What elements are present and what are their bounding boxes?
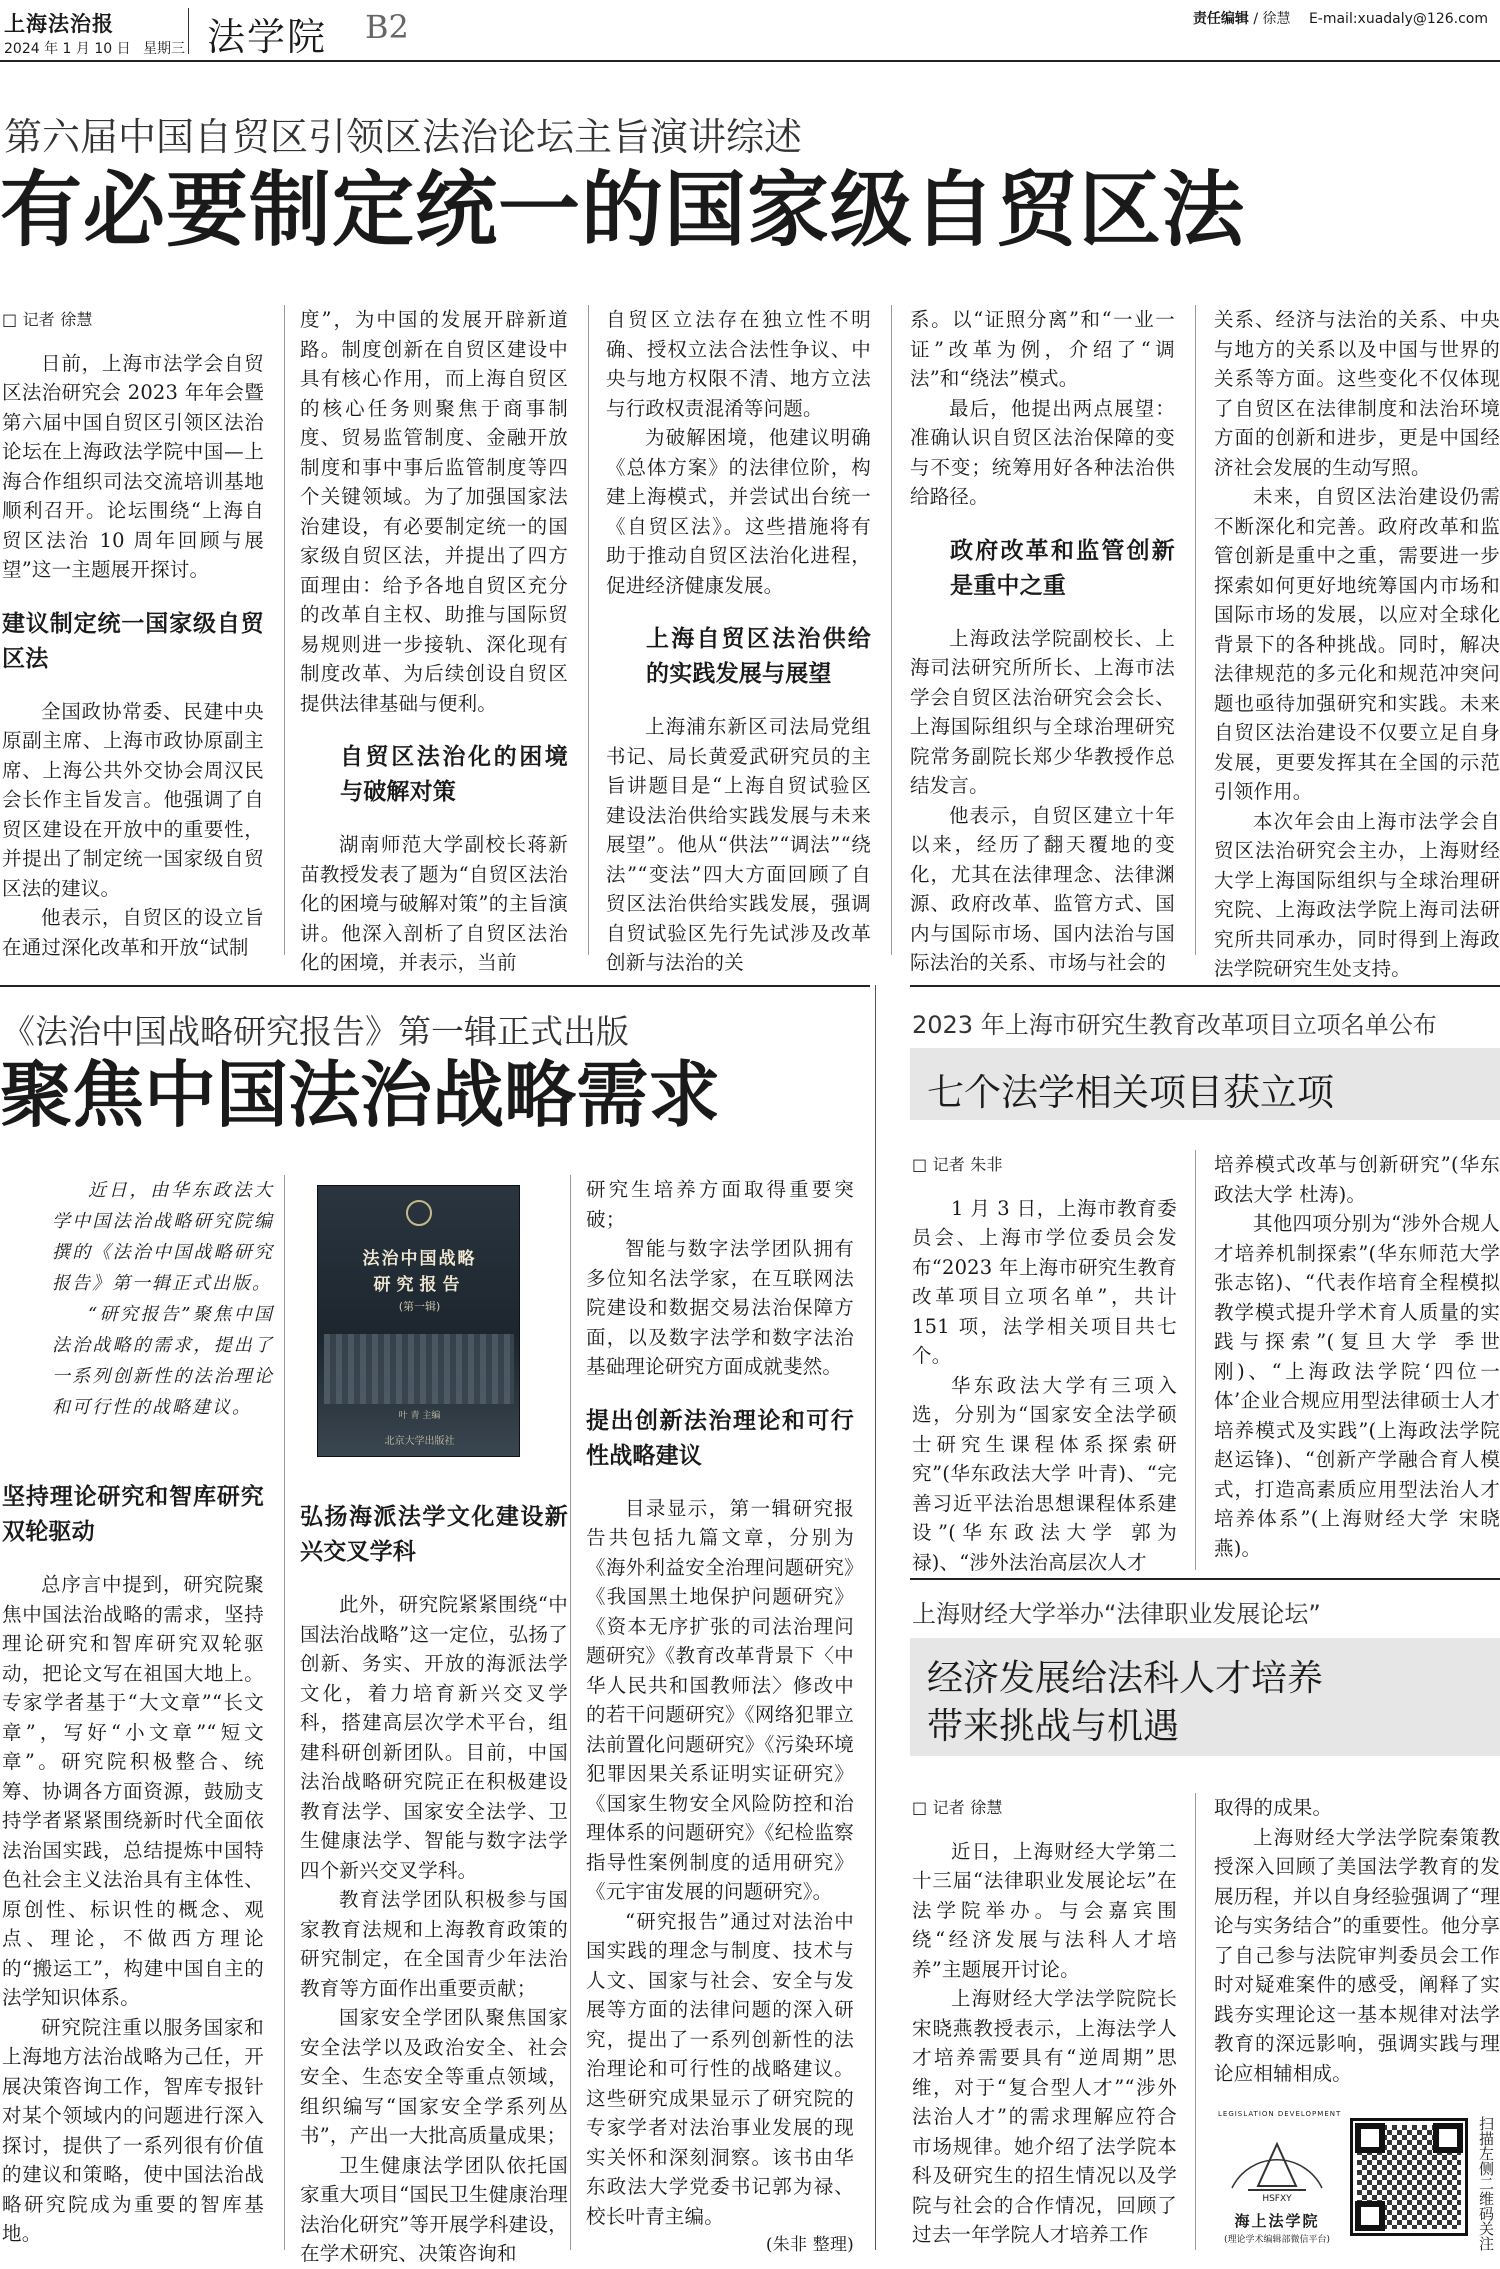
article1-column-1 — [2, 305, 264, 959]
editor-email: E-mail:xuadaly@126.com — [1308, 11, 1488, 27]
section-rule — [910, 1578, 1500, 1580]
column-divider — [1195, 1150, 1196, 1570]
article4-title-line1: 经济发展给法科人才培养 — [927, 1658, 1324, 1699]
article3-column-1 — [912, 1150, 1177, 1574]
masthead-divider — [188, 8, 189, 54]
book-volume: (第一辑) — [398, 1300, 441, 1313]
logo-abbr: HSFXY — [1262, 2194, 1292, 2204]
logo-emblem-icon — [1218, 2108, 1342, 2200]
book-title-line2: 研究报告 — [373, 1275, 466, 1295]
column-divider — [1195, 305, 1196, 955]
paragraph: 上海财经大学法学院秦策教授深入回顾了美国法学教育的发展历程，并以自身经验强调了“理论与实务结合”的重要性。他分享了自己参与法院审判委员会工作时对疑难案件的感受，阐释了实践夯实理论这一基本规律对法学教育的深远影响，强调实践与理论应相辅相成。 — [1214, 1825, 1500, 2085]
compiler-note: (朱非 整理) — [765, 2235, 854, 2255]
article3-column-2 — [1214, 1150, 1500, 1570]
article3-title: 七个法学相关项目获立项 — [927, 1071, 1334, 1114]
weekday-text: 星期三 — [143, 41, 186, 57]
article1-kicker: 第六届中国自贸区引领区法治论坛主旨演讲综述 — [4, 115, 803, 159]
paragraph: 研究生培养方面取得重要突破； — [586, 1178, 854, 1231]
article1-column-2 — [300, 305, 568, 974]
paragraph: 培养模式改革与创新研究”(华东政法大学 杜涛)。 — [1214, 1153, 1500, 1206]
article2-column-a — [2, 1470, 264, 2250]
book-building-image — [324, 1334, 514, 1404]
paragraph: 研究院注重以服务国家和上海地方法治战略为己任，开展决策咨询工作，智库专报针对某个领域内的问题进行深入探讨，提供了一系列很有价值的建议和策略，使中国法治战略研究院成为重要的智库基地。 — [2, 2015, 264, 2245]
paragraph: 上海财经大学法学院院长宋晓燕教授表示，上海法学人才培养需要具有“逆周期”思维，对于“复合型人才”“涉外法治人才”的需求理解应符合市场规律。她介绍了法学院本科及研究生的招生情况以及学院与社会的合作情况，回顾了过去一年学院人才培养工作 — [912, 1987, 1177, 2246]
masthead — [0, 0, 1500, 60]
paragraph: 智能与数字法学团队拥有多位知名法学家，在互联网法院建设和数据交易法治保障方面，以及数字法学和数字法治基础理论研究方面成就斐然。 — [586, 1237, 854, 1378]
article2-kicker: 《法治中国战略研究报告》第一辑正式出版 — [2, 1012, 629, 1051]
section-rule — [0, 985, 870, 987]
paragraph: 湖南师范大学副校长蒋新苗教授发表了题为“自贸区法治化的困境与破解对策”的主旨演讲。他深入剖析了自贸区法治化的困境，并表示，当前 — [300, 833, 568, 974]
column-divider — [1195, 1793, 1196, 2250]
paragraph: 教育法学团队积极参与国家教育法规和上海教育政策的研究制定，在全国青少年法治教育等方面作出重要贡献； — [300, 1888, 568, 2000]
paragraph: 上海浦东新区司法局党组书记、局长黄爱武研究员的主旨讲题目是“上海自贸试验区建设法治供给实践发展与未来展望”。他从“供法”“调法”“绕法”“变法”四大方面回顾了自贸区法治供给实践发展，强调自贸试验区先行先试涉及改革创新与法治的关 — [606, 715, 871, 974]
article4-kicker: 上海财经大学举办“法律职业发展论坛” — [912, 1600, 1321, 1628]
paragraph: 近日，由华东政法大学中国法治战略研究院编撰的《法治中国战略研究报告》第一辑正式出版。 — [52, 1180, 274, 1294]
paragraph: 卫生健康法学团队依托国家重大项目“国民卫生健康治理法治化研究”等开展学科建设，在学术研究、决策咨询和 — [300, 2153, 568, 2265]
article2-column-b — [300, 1490, 568, 2265]
article4-byline: □ 记者 徐慧 — [912, 1798, 1003, 1817]
column-divider — [284, 1175, 285, 2250]
column-divider — [875, 985, 876, 2250]
book-cover — [317, 1185, 520, 1457]
subheading: 上海自贸区法治供给的实践发展与展望 — [646, 626, 871, 687]
paragraph: 其他四项分别为“涉外合规人才培养机制探索”(华东师范大学 张志铭)、“代表作培育全程模拟教学模式提升学术育人质量的实践与探索”(复旦大学 季世刚)、“上海政法学院‘四位一体’企业合规应用型法律硕士人才培养模式及实践”(上海政法学院 赵运锋)、“创新产学融合育人模式，打造高素质应用型法治人才培养体系”(上海财经大学 宋晓燕)。 — [1214, 1212, 1500, 1560]
paragraph: 他表示，自贸区的设立旨在通过深化改革和开放“试制 — [2, 906, 264, 959]
column-divider — [284, 305, 285, 955]
column-divider — [570, 1175, 571, 2250]
qr-code[interactable] — [1350, 2118, 1468, 2236]
paragraph: 未来，自贸区法治建设仍需不断深化和完善。政府改革和监管创新是重中之重，需要进一步探索如何更好地统筹国内市场和国际市场的发展，以应对全球化背景下的各种挑战。同时，解决法律规范的多元化和规范冲突问题也亟待加强研究和实践。未来自贸区法治建设不仅要立足自身发展，更要发挥其在全国的示范引领作用。 — [1214, 485, 1500, 803]
subheading: 政府改革和监管创新是重中之重 — [950, 537, 1175, 599]
paragraph: 此外，研究院紧紧围绕“中国法治战略”这一定位，弘扬了创新、务实、开放的海派法学文化，着力培育新兴交叉学科，搭建高层次学术平台，组建科研创新团队。目前，中国法治战略研究院正在积极建设教育法学、国家安全法学、卫生健康法学、智能与数字法学四个新兴交叉学科。 — [300, 1593, 568, 1882]
paragraph: 自贸区立法存在独立性不明确、授权立法合法性争议、中央与地方权限不清、地方立法与行政权责混淆等问题。 — [606, 308, 871, 420]
masthead-rule — [0, 60, 1500, 62]
article1-column-4 — [910, 305, 1175, 974]
paragraph: 1 月 3 日，上海市教育委员会、上海市学位委员会发布“2023 年上海市研究生教育改革项目立项名单”，共计 151 项，法学相关项目共七个。 — [912, 1196, 1177, 1367]
page-number: B2 — [365, 8, 409, 46]
article1-title: 有必要制定统一的国家级自贸区法 — [0, 162, 1246, 258]
article4-title-line2: 带来挑战与机遇 — [927, 1706, 1180, 1747]
column-divider — [588, 305, 589, 955]
logo-sub: (理论学术编辑部微信平台) — [1223, 2235, 1331, 2245]
paragraph: 系。以“证照分离”和“一业一证”改革为例，介绍了“调法”和“绕法”模式。 — [910, 308, 1175, 390]
paragraph: 关系、经济与法治的关系、中央与地方的关系以及中国与世界的关系等方面。这些变化不仅体现了自贸区在法律制度和法治环境方面的创新和进步，更是中国经济社会发展的生动写照。 — [1214, 308, 1500, 479]
paragraph: “研究报告”聚焦中国法治战略的需求，提出了一系列创新性的法治理论和可行性的战略建议。 — [52, 1304, 274, 1418]
editor-sep: / — [1253, 11, 1259, 27]
subheading: 提出创新法治理论和可行性战略建议 — [586, 1407, 854, 1469]
editor-label: 责任编辑 — [1192, 11, 1249, 27]
article1-byline: □ 记者 徐慧 — [2, 310, 93, 329]
paragraph: 度”，为中国的发展开辟新道路。制度创新在自贸区建设中具有核心作用，而上海自贸区的核心任务则聚焦于商事制度、贸易监管制度、金融开放制度和事中事后监管制度等四个关键领域。为了加强国家法治建设，有必要制定统一的国家级自贸区法，并提出了四方面理由：给予各地自贸区充分的改革自主权、助推与国际贸易规则进一步接轨、深化现有制度改革、为后续创设自贸区提供法律基础与便利。 — [300, 308, 568, 715]
article3-kicker: 2023 年上海市研究生教育改革项目立项名单公布 — [912, 1011, 1437, 1039]
article3-title-box — [910, 1048, 1500, 1120]
subheading: 建议制定统一国家级自贸区法 — [2, 610, 264, 672]
paragraph: 华东政法大学有三项入选，分别为“国家安全法学硕士研究生课程体系探索研究”(华东政法大学 叶青)、“完善习近平法治思想课程体系建设”(华东政法大学 郭为禄)、“涉外法治高层次人才 — [912, 1373, 1177, 1574]
book-emblem-icon — [406, 1200, 432, 1226]
article3-byline: □ 记者 朱非 — [912, 1155, 1003, 1174]
article1-column-3 — [606, 305, 871, 974]
qr-corner — [1433, 2123, 1463, 2153]
logo-arc-text: LEGISLATION DEVELOPMENT — [1218, 2110, 1342, 2118]
qr-corner — [1355, 2123, 1385, 2153]
paragraph: 上海政法学院副校长、上海司法研究所所长、上海市法学会自贸区法治研究会会长、上海国际组织与全球治理研究院常务副院长郑少华教授作总结发言。 — [910, 626, 1175, 797]
article2-lead — [52, 1175, 274, 1465]
subheading: 坚持理论研究和智库研究双轮驱动 — [2, 1484, 264, 1545]
subheading: 自贸区法治化的困境与破解对策 — [340, 744, 568, 805]
editor-info — [1193, 8, 1488, 28]
section-rule — [910, 985, 1500, 987]
paragraph: 国家安全学团队聚焦国家安全法学以及政治安全、社会安全、生态安全等重点领域，组织编写“国家安全学系列丛书”，产出一大批高质量成果； — [300, 2006, 568, 2147]
article2-title: 聚焦中国法治战略需求 — [0, 1052, 721, 1137]
date-text: 2024 年 1 月 10 日 — [4, 41, 131, 57]
paragraph: 近日，上海财经大学第二十三届“法律职业发展论坛”在法学院举办。与会嘉宾围绕“经济发展与法科人才培养”主题展开讨论。 — [912, 1839, 1177, 1981]
qr-caption: 扫描左侧二维码关注 — [1477, 2116, 1495, 2251]
book-title-line1: 法治中国战略 — [362, 1249, 477, 1269]
book-authors: 叶 青 主编 — [398, 1411, 441, 1421]
subheading: 弘扬海派法学文化建设新兴交叉学科 — [300, 1504, 568, 1565]
paragraph: 日前，上海市法学会自贸区法治研究会 2023 年年会暨第六届中国自贸区引领区法治论坛在上海政法学院中国—上海合作组织司法交流培训基地顺利召开。论坛围绕“上海自贸区法治 10 周年回顾与展望”这一主题展开探讨。 — [2, 351, 264, 581]
column-divider — [891, 305, 892, 955]
paragraph: 为破解困境，他建议明确《总体方案》的法律位阶，构建上海模式，并尝试出台统一《自贸区法》。这些措施将有助于推动自贸区法治化进程，促进经济健康发展。 — [606, 426, 871, 597]
article4-title-box — [910, 1638, 1500, 1756]
paragraph: 他表示，自贸区建立十年以来，经历了翻天覆地的变化，尤其在法律理念、法律渊源、政府改革、监管方式、国内与国际市场、国内法治与国际法治的关系、市场与社会的 — [910, 803, 1175, 974]
paragraph: 总序言中提到，研究院聚焦中国法治战略的需求，坚持理论研究和智库研究双轮驱动，把论文写在祖国大地上。专家学者基于“大文章”“长文章”，写好“小文章”“短文章”。研究院积极整合、统筹、协调各方面资源，鼓励支持学者紧紧围绕新时代全面依法治国实践，总结提炼中国特色社会主义法治具有主体性、原创性、标识性的概念、观点、理论，不做西方理论的“搬运工”，构建中国自主的法学知识体系。 — [2, 1573, 264, 2009]
paragraph: “研究报告”通过对法治中国实践的理念与制度、技术与人文、国家与社会、安全与发展等方面的法律问题的深入研究，提出了一系列创新性的法治理论和可行性的战略建议。这些研究成果显示了研究院的专家学者对法治事业发展的现实关怀和深刻洞察。该书由华东政法大学党委书记郭为禄、校长叶青主编。 — [586, 1909, 854, 2228]
issue-date — [4, 38, 185, 58]
paragraph: 目录显示，第一辑研究报告共包括九篇文章，分别为《海外利益安全治理问题研究》《我国黑土地保护问题研究》《资本无序扩张的司法治理问题研究》《教育改革背景下〈中华人民共和国教师法〉修改中的若干问题研究》《网络犯罪立法前置化问题研究》《污染环境犯罪因果关系证明实证研究》《国家生物安全风险防控和治理体系的问题研究》《纪检监察指导性案例制度的适用研究》《元宇宙发展的问题研究》。 — [586, 1496, 854, 1903]
paragraph: 最后，他提出两点展望：准确认识自贸区法治保障的变与不变；统筹用好各种法治供给路径。 — [910, 396, 1175, 508]
school-logo — [1218, 2108, 1342, 2248]
editor-name: 徐慧 — [1262, 11, 1291, 27]
paragraph: 全国政协常委、民建中央原副主席、上海市政协原副主席、上海公共外交协会周汉民会长作主旨发言。他强调了自贸区建设在开放中的重要性，并提出了制定统一国家级自贸区法的建议。 — [2, 699, 264, 900]
article2-column-c — [586, 1175, 854, 2255]
article1-column-5 — [1214, 305, 1500, 980]
paragraph: 本次年会由上海市法学会自贸区法治研究会主办，上海财经大学上海国际组织与全球治理研究院、上海政法学院上海司法研究所共同承办，同时得到上海政法学院研究生处支持。 — [1214, 809, 1500, 980]
section-name: 法学院 — [207, 15, 328, 59]
paragraph: 取得的成果。 — [1214, 1796, 1333, 1819]
logo-name: 海上法学院 — [1234, 2212, 1320, 2230]
book-publisher: 北京大学出版社 — [384, 1436, 455, 1447]
qr-corner — [1355, 2201, 1385, 2231]
newspaper-logo: 上海法治报 — [4, 11, 114, 36]
article4-column-2 — [1214, 1793, 1500, 2093]
article4-column-1 — [912, 1793, 1177, 2250]
